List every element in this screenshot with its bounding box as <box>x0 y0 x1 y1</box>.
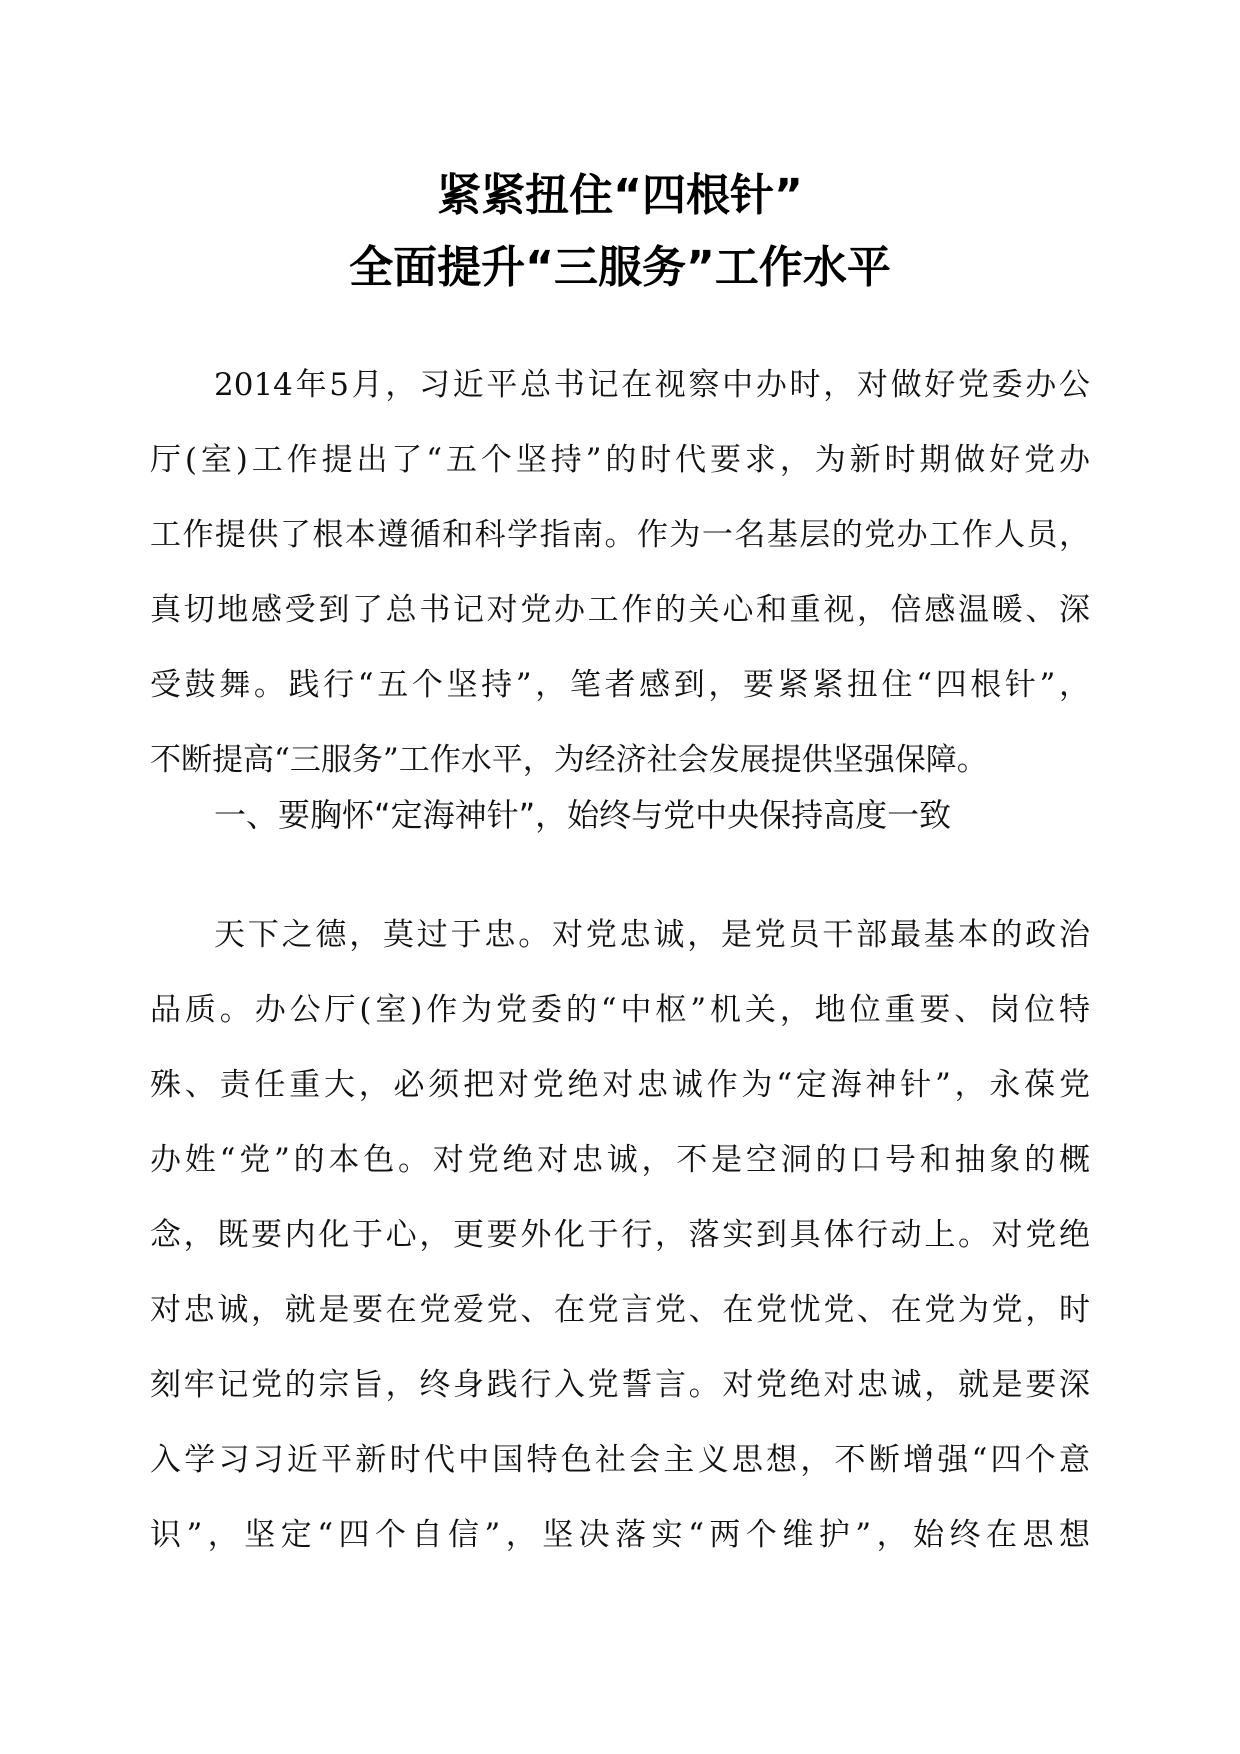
paragraph-line: 刻牢记党的宗旨，终身践行入党誓言。对党绝对忠诚，就是要深 <box>150 1367 1090 1403</box>
paragraph-line: 真切地感受到了总书记对党办工作的关心和重视，倍感温暖、深 <box>150 592 1090 628</box>
document-title-line2: 全面提升“三服务”工作水平 <box>349 242 891 293</box>
paragraph-line: 受鼓舞。践行“五个坚持”，笔者感到，要紧紧扭住“四根针”， <box>150 667 1090 703</box>
paragraph-line: 识”，坚定“四个自信”，坚决落实“两个维护”，始终在思想 <box>150 1517 1090 1553</box>
paragraph-line: 工作提供了根本遵循和科学指南。作为一名基层的党办工作人员， <box>150 517 1090 553</box>
paragraph-line: 对忠诚，就是要在党爱党、在党言党、在党忧党、在党为党，时 <box>150 1292 1090 1328</box>
paragraph-line: 念，既要内化于心，更要外化于行，落实到具体行动上。对党绝 <box>150 1217 1090 1253</box>
section-heading-1: 一、要胸怀“定海神针”，始终与党中央保持高度一致 <box>214 796 952 834</box>
paragraph-line: 天下之德，莫过于忠。对党忠诚，是党员干部最基本的政治 <box>214 917 1090 953</box>
paragraph-line: 2014年5月，习近平总书记在视察中办时，对做好党委办公 <box>214 367 1090 403</box>
document-title-line1: 紧紧扭住“四根针” <box>437 170 803 221</box>
paragraph-line: 厅(室)工作提出了“五个坚持”的时代要求，为新时期做好党办 <box>150 442 1090 478</box>
paragraph-line: 殊、责任重大，必须把对党绝对忠诚作为“定海神针”，永葆党 <box>150 1067 1090 1103</box>
paragraph-line: 不断提高“三服务”工作水平，为经济社会发展提供坚强保障。 <box>150 742 988 778</box>
section1-paragraph <box>150 898 1090 1573</box>
paragraph-line: 品质。办公厅(室)作为党委的“中枢”机关，地位重要、岗位特 <box>150 992 1090 1028</box>
intro-paragraph <box>150 348 1090 798</box>
paragraph-line: 入学习习近平新时代中国特色社会主义思想，不断增强“四个意 <box>150 1442 1090 1478</box>
paragraph-line: 办姓“党”的本色。对党绝对忠诚，不是空洞的口号和抽象的概 <box>150 1142 1090 1178</box>
